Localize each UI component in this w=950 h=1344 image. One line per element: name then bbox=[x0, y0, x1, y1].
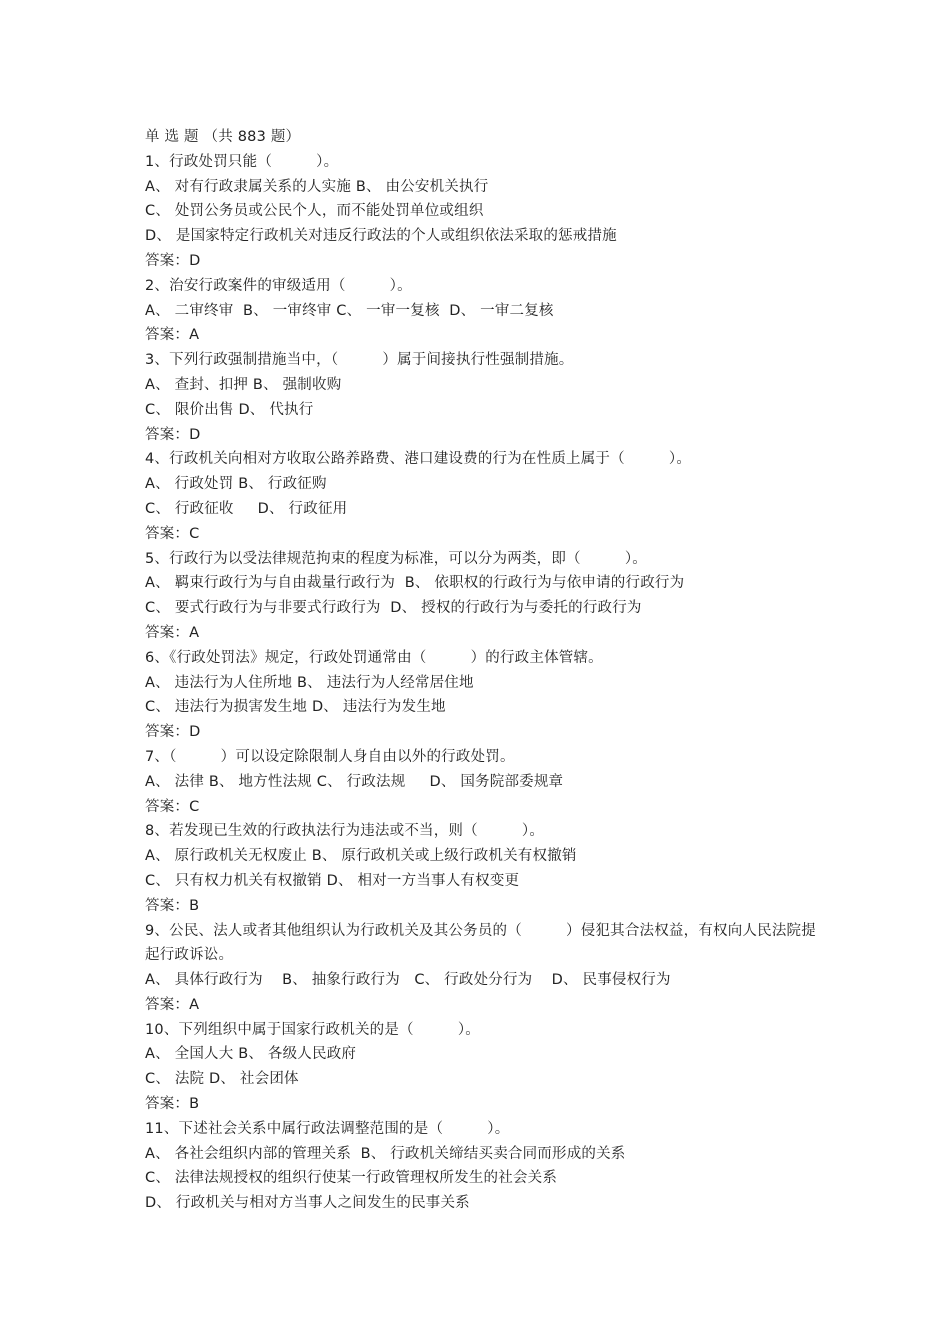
answer-line: 答案：D bbox=[145, 724, 201, 741]
text-line: A、 行政处罚 B、 行政征购 bbox=[145, 476, 327, 493]
text-line: 4、行政机关向相对方收取公路养路费、港口建设费的行为在性质上属于（ ）。 bbox=[145, 451, 692, 468]
answer-line: 答案：C bbox=[145, 798, 200, 815]
text-line: A、 查封、扣押 B、 强制收购 bbox=[145, 376, 342, 393]
text-line: C、 处罚公务员或公民个人，而不能处罚单位或组织 bbox=[145, 203, 484, 220]
text-line: 3、下列行政强制措施当中，（ ）属于间接执行性强制措施。 bbox=[145, 352, 574, 369]
question-block-1-8 bbox=[145, 150, 825, 919]
text-line: A、 对有行政隶属关系的人实施 B、 由公安机关执行 bbox=[145, 178, 489, 195]
text-line: A、 违法行为人住所地 B、 违法行为人经常居住地 bbox=[145, 674, 474, 691]
text-line: C、 限价出售 D、 代执行 bbox=[145, 401, 314, 418]
answer-line: 答案：B bbox=[145, 1096, 200, 1113]
answer-line: 答案：A bbox=[145, 624, 200, 641]
answer-line: 答案：C bbox=[145, 525, 200, 542]
answer-line: 答案：A bbox=[145, 327, 200, 344]
text-line: A、 羁束行政行为与自由裁量行政行为 B、 依职权的行政行为与依申请的行政行为 bbox=[145, 575, 685, 592]
answer-line: 答案：A bbox=[145, 996, 200, 1013]
text-line: C、 违法行为损害发生地 D、 违法行为发生地 bbox=[145, 699, 446, 716]
text-line: C、 法律法规授权的组织行使某一行政管理权所发生的社会关系 bbox=[145, 1170, 558, 1187]
text-line: 2、治安行政案件的审级适用（ ）。 bbox=[145, 277, 412, 294]
text-line: A、 法律 B、 地方性法规 C、 行政法规 D、 国务院部委规章 bbox=[145, 773, 564, 790]
text-line: A、 各社会组织内部的管理关系 B、 行政机关缔结买卖合同而形成的关系 bbox=[145, 1145, 626, 1162]
question-9-text: 9、公民、法人或者其他组织认为行政机关及其公务员的（ ）侵犯其合法权益，有权向人民法院提起行政诉讼。 bbox=[145, 922, 816, 964]
question-block-9-11 bbox=[145, 968, 825, 1216]
text-line: C、 法院 D、 社会团体 bbox=[145, 1071, 299, 1088]
section-heading: 单 选 题 （共 883 题） bbox=[145, 129, 301, 145]
text-line: C、 只有权力机关有权撤销 D、 相对一方当事人有权变更 bbox=[145, 872, 520, 889]
text-line: 1、行政处罚只能（ ）。 bbox=[145, 153, 339, 170]
text-line: A、 原行政机关无权废止 B、 原行政机关或上级行政机关有权撤销 bbox=[145, 848, 577, 865]
document-page bbox=[145, 125, 825, 1216]
text-line: 5、行政行为以受法律规范拘束的程度为标准，可以分为两类，即（ ）。 bbox=[145, 550, 647, 567]
text-line: D、 是国家特定行政机关对违反行政法的个人或组织依法采取的惩戒措施 bbox=[145, 228, 617, 245]
answer-line: 答案：D bbox=[145, 426, 201, 443]
text-line: A、 全国人大 B、 各级人民政府 bbox=[145, 1046, 357, 1063]
text-line: A、 二审终审 B、 一审终审 C、 一审一复核 D、 一审二复核 bbox=[145, 302, 554, 319]
answer-line: 答案：B bbox=[145, 897, 200, 914]
text-line: 8、若发现已生效的行政执法行为违法或不当，则（ ）。 bbox=[145, 823, 545, 840]
text-line: C、 要式行政行为与非要式行政行为 D、 授权的行政行为与委托的行政行为 bbox=[145, 600, 642, 617]
text-line: 11、下述社会关系中属行政法调整范围的是（ ）。 bbox=[145, 1120, 510, 1137]
text-line: A、 具体行政行为 B、 抽象行政行为 C、 行政处分行为 D、 民事侵权行为 bbox=[145, 972, 671, 989]
text-line: 6、《行政处罚法》规定，行政处罚通常由（ ）的行政主体管辖。 bbox=[145, 649, 603, 666]
answer-line: 答案：D bbox=[145, 252, 201, 269]
text-line: C、 行政征收 D、 行政征用 bbox=[145, 500, 348, 517]
text-line: D、 行政机关与相对方当事人之间发生的民事关系 bbox=[145, 1195, 470, 1212]
text-line: 7、（ ）可以设定除限制人身自由以外的行政处罚。 bbox=[145, 748, 515, 765]
text-line: 10、下列组织中属于国家行政机关的是（ ）。 bbox=[145, 1021, 480, 1038]
